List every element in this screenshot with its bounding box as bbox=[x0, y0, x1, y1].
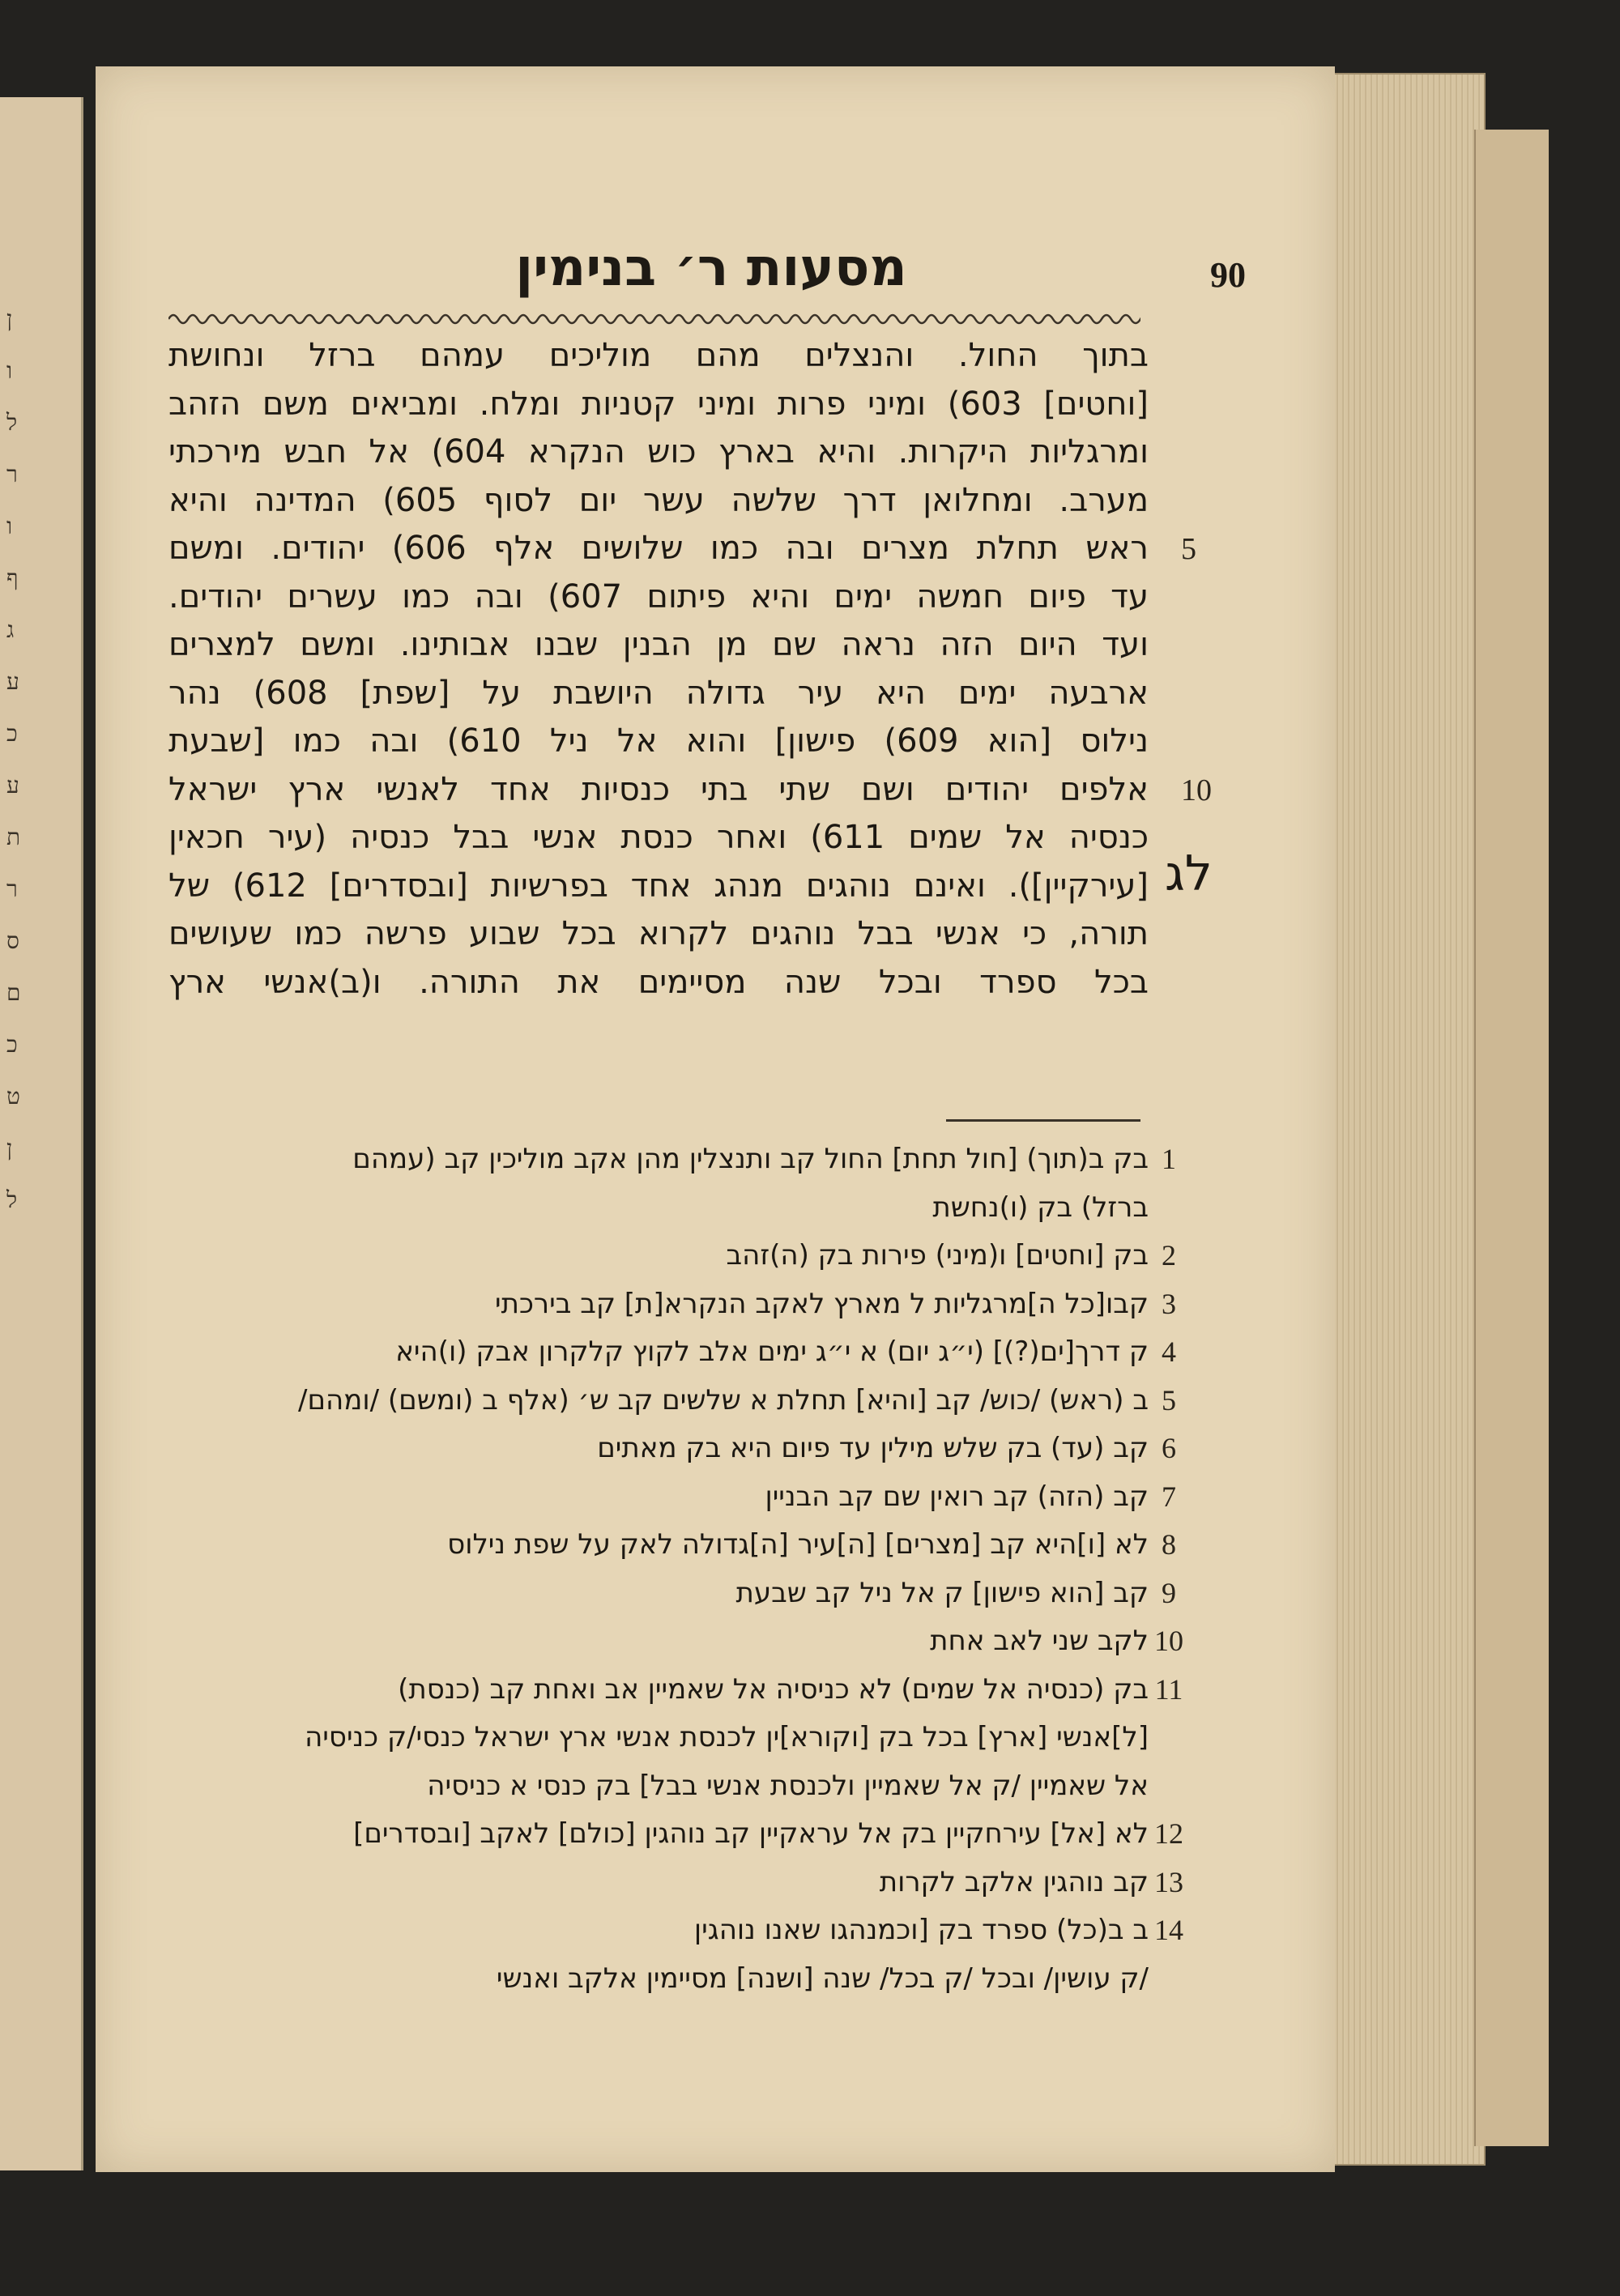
apparatus-line-number: 3 bbox=[1162, 1287, 1176, 1320]
apparatus-entry bbox=[168, 1328, 1230, 1377]
line-number: 10 bbox=[1181, 773, 1212, 807]
apparatus-text: קב (הזה) קב רואין שם קב הבניין bbox=[765, 1480, 1149, 1513]
footnote-rule bbox=[946, 1119, 1140, 1122]
apparatus-text: ברזל) בק (ו)נחשת bbox=[932, 1191, 1149, 1224]
book-page bbox=[96, 66, 1335, 2172]
apparatus-text: /ק עושין/ ובכל /ק בכל/ שנה [ושנה] מסיימין אלקב ואנשי bbox=[496, 1962, 1149, 1995]
book-cover-edge bbox=[1474, 130, 1549, 2146]
left-page-char: כ bbox=[6, 1031, 18, 1058]
page-edges bbox=[1320, 73, 1486, 2166]
apparatus-line-number: 2 bbox=[1162, 1239, 1176, 1272]
apparatus-line-number: 14 bbox=[1154, 1914, 1183, 1946]
apparatus-entry bbox=[168, 1906, 1230, 1955]
text-line: ועד היום הזה נראה שם מן הבנין שבנו אבותינו. ומשם למצרים bbox=[168, 626, 1149, 663]
text-line: ראש תחלת מצרים ובה כמו שלושים אלף 606) יהודים. ומשם bbox=[168, 530, 1149, 567]
left-page-char: ו bbox=[6, 513, 13, 539]
apparatus-text: לא [ו]היא קב [מצרים] [ה]עיר [ה]גדולה לאק על שפת נילוס bbox=[447, 1528, 1149, 1561]
apparatus-line-number: 11 bbox=[1154, 1672, 1183, 1706]
text-line: [עירקיין]). ואינם נוהגים מנהג אחד בפרשיות [ובסדרים] 612) של bbox=[168, 867, 1149, 905]
apparatus-line-number: 1 bbox=[1162, 1143, 1176, 1175]
apparatus-line-number: 9 bbox=[1162, 1576, 1176, 1609]
text-line: מערב. ומחלואן דרך שלשה עשר יום לסוף 605) המדינה והיא bbox=[168, 481, 1149, 519]
left-page-char: ג bbox=[6, 616, 15, 643]
text-line: תורה, כי אנשי בבל נוהגים לקרוא בכל שבוע פרשה כמו שעושים bbox=[168, 915, 1149, 952]
apparatus-entry bbox=[168, 1859, 1230, 1907]
left-page-char: ע bbox=[6, 772, 19, 799]
left-page-char: ל bbox=[6, 1186, 18, 1213]
text-line: [וחטים] 603) ומיני פרות ומיני קטניות ומלח. ומביאים משם הזהב bbox=[168, 385, 1149, 423]
left-page-char: ר bbox=[6, 461, 18, 488]
text-line: ארבעה ימים היא עיר גדולה היושבת על [שפת] 608) נהר bbox=[168, 674, 1149, 712]
apparatus-text: לא [אל] עירחקיין בק אל עראקיין קב נוהגין [כולם] לאקב [ובסדרים] bbox=[353, 1817, 1149, 1850]
apparatus-text: קב (עד) בק שלש מילין עד פיום היא בק מאתים bbox=[597, 1432, 1149, 1464]
apparatus-entry bbox=[168, 1617, 1230, 1666]
apparatus-text: ב (ראש) /כוש/ קב [והיא] תחלת א שלשים קב ש׳ (אלף ב (ומשם) /ומהם/ bbox=[298, 1383, 1149, 1416]
apparatus-entry bbox=[168, 1377, 1230, 1425]
apparatus-line-number: 10 bbox=[1154, 1625, 1183, 1657]
left-page-char: ט bbox=[6, 1083, 20, 1110]
chapter-marker: לג bbox=[1165, 846, 1213, 902]
apparatus-entry bbox=[168, 1280, 1230, 1329]
left-page-char: ן bbox=[6, 305, 13, 332]
apparatus-line-number: 12 bbox=[1154, 1817, 1183, 1850]
apparatus-line-number: 7 bbox=[1162, 1480, 1176, 1513]
apparatus-entry bbox=[168, 1425, 1230, 1473]
apparatus-text: אל שאמיין /ק אל שאמיין ולכנסת אנשי בבל] בק כנסי א כניסיה bbox=[427, 1769, 1149, 1802]
apparatus-line-number: 8 bbox=[1162, 1528, 1176, 1561]
apparatus-entry bbox=[168, 1135, 1230, 1184]
apparatus-entry bbox=[168, 1714, 1230, 1762]
apparatus-entry bbox=[168, 1955, 1230, 2004]
left-page-char: ת bbox=[6, 824, 21, 850]
apparatus-text: בק (כנסיה אל שמים) לא כניסיה אל שאמיין אב ואחת קב (כנסת) bbox=[398, 1672, 1149, 1706]
running-title: מסעות ר׳ בנימין bbox=[515, 238, 907, 298]
apparatus-entry bbox=[168, 1570, 1230, 1618]
apparatus-text: בק [וחטים] ו(מיני) פירות בק (ה)זהב bbox=[726, 1239, 1149, 1272]
left-facing-page bbox=[0, 97, 83, 2170]
text-line: אלפים יהודים ושם שתי בתי כנסיות אחד לאנשי ארץ ישראל bbox=[168, 770, 1149, 808]
text-line: ומרגליות היקרות. והיא בארץ כוש הנקרא 604) אל חבש מירכתי bbox=[168, 433, 1149, 471]
apparatus-entry bbox=[168, 1184, 1230, 1233]
apparatus-text: ק דרך[ים(?)] (י״ג יום) א י״ג ימים אלב לקוץ קלקרון אבק (ו)היא bbox=[395, 1335, 1149, 1368]
apparatus-text: בק ב(תוך) [חול תחת] החול קב ותנצלין מהן אקב מוליכין קב (עמהם bbox=[352, 1143, 1149, 1175]
apparatus-text: קבו[כל ה]מרגליות ל מארץ לאקב הנקרא[ת] קב בירכתי bbox=[495, 1287, 1149, 1320]
text-line: בכל ספרד ובכל שנה מסיימים את התורה. ו(ב)אנשי ארץ bbox=[168, 963, 1149, 1001]
left-page-char: ס bbox=[6, 927, 19, 954]
line-number: 5 bbox=[1181, 532, 1196, 566]
apparatus-line-number: 5 bbox=[1162, 1383, 1176, 1416]
left-page-char: ל bbox=[6, 409, 18, 436]
text-line: כנסיה אל שמים 611) ואחר כנסת אנשי בבל כנסיה (עיר חכאין bbox=[168, 819, 1149, 856]
wavy-divider bbox=[168, 309, 1140, 329]
left-page-char: כ bbox=[6, 720, 18, 747]
apparatus-text: קב נוהגין אלקב לקרות bbox=[879, 1865, 1149, 1898]
text-line: בתוך החול. והנצלים מהם מוליכים עמהם ברזל ונחושת bbox=[168, 337, 1149, 374]
apparatus-entry bbox=[168, 1762, 1230, 1811]
apparatus-line-number: 6 bbox=[1162, 1432, 1176, 1464]
left-page-char: ף bbox=[6, 564, 19, 591]
page-number: 90 bbox=[1210, 255, 1246, 295]
apparatus-text: ב ב(כל) ספרד בק [וכמנהגו שאנו נוהגין bbox=[693, 1914, 1149, 1946]
apparatus-text: לקב שני לאב אחת bbox=[930, 1625, 1149, 1657]
left-page-char: ר bbox=[6, 875, 18, 902]
text-line: עד פיום חמשה ימים והיא פיתום 607) ובה כמו עשרים יהודים. bbox=[168, 577, 1149, 616]
left-page-char: ן bbox=[6, 1135, 13, 1161]
apparatus-entry bbox=[168, 1473, 1230, 1522]
apparatus-entry bbox=[168, 1521, 1230, 1570]
text-line: נילוס [הוא 609) פישון] והוא אל ניל 610) ובה כמו [שבעת bbox=[168, 722, 1149, 760]
apparatus-entry bbox=[168, 1232, 1230, 1280]
critical-apparatus bbox=[168, 1135, 1230, 2003]
apparatus-line-number: 4 bbox=[1162, 1335, 1176, 1368]
apparatus-text: קב [הוא פישון] ק אל ניל קב שבעת bbox=[735, 1576, 1149, 1609]
apparatus-entry bbox=[168, 1810, 1230, 1859]
apparatus-text: [ל]אנשי [ארץ] בכל בק [וקורא]ין לכנסת אנשי ארץ ישראל כנסי/ק כניסיה bbox=[305, 1721, 1149, 1753]
left-page-char: ם bbox=[6, 979, 21, 1006]
apparatus-entry bbox=[168, 1666, 1230, 1715]
left-page-char: ע bbox=[6, 668, 19, 695]
left-page-char: ו bbox=[6, 357, 13, 384]
apparatus-line-number: 13 bbox=[1154, 1865, 1183, 1898]
